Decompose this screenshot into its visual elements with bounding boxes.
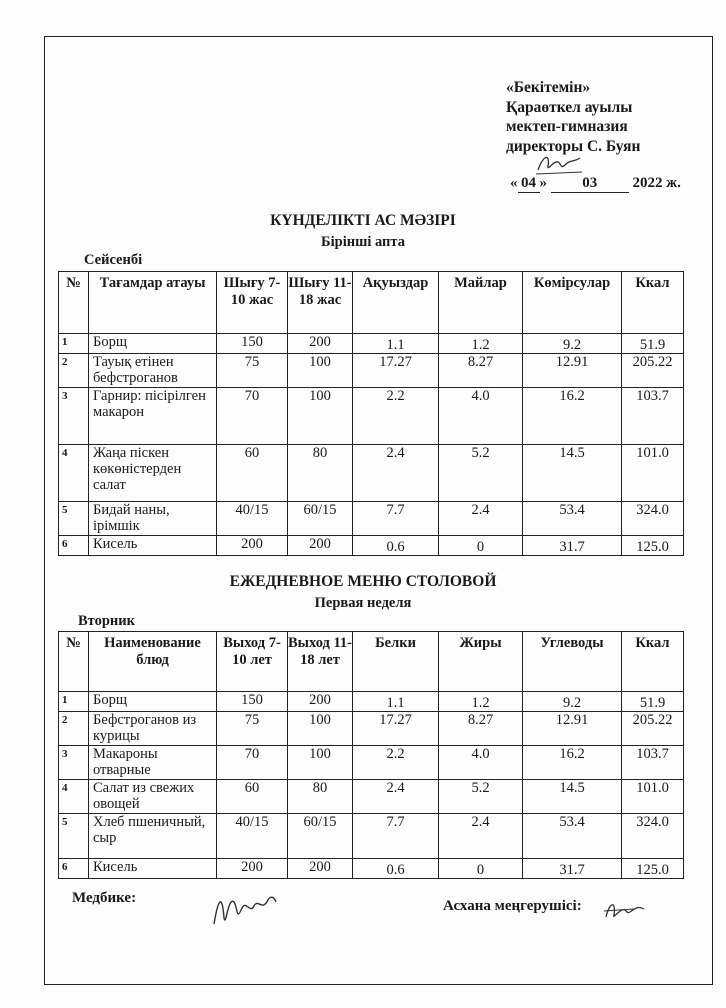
row-number: 3 [59,388,89,445]
cell-value: 324.0 [622,502,684,536]
cell-value: 1.1 [353,334,439,354]
cell-value: 125.0 [622,859,684,879]
cell-value: 100 [288,712,353,746]
cell-value: 80 [288,445,353,502]
column-header: Наименование блюд [89,632,217,692]
cell-value: 53.4 [523,814,622,859]
column-header: Углеводы [523,632,622,692]
day-label-ru: Вторник [78,613,135,629]
row-number: 4 [59,780,89,814]
cell-value: 2.4 [439,814,523,859]
menu-title-ru: ЕЖЕДНЕВНОЕ МЕНЮ СТОЛОВОЙ [229,573,497,590]
column-header: Шығу 7-10 жас [217,272,288,334]
cell-value: 40/15 [217,502,288,536]
header-row [59,632,684,692]
cell-value: 205.22 [622,354,684,388]
cell-value: 8.27 [439,354,523,388]
cell-value: 205.22 [622,712,684,746]
row-number: 4 [59,445,89,502]
cell-value: 53.4 [523,502,622,536]
table-row [59,502,684,536]
cell-value: 200 [288,334,353,354]
cell-value: 0 [439,536,523,556]
cell-value: 200 [217,536,288,556]
table-row [59,780,684,814]
cell-value: 51.9 [622,334,684,354]
cell-value: 60/15 [288,502,353,536]
cell-value: 70 [217,388,288,445]
cell-value: 200 [217,859,288,879]
table-row [59,536,684,556]
cell-value: 125.0 [622,536,684,556]
cell-value: 40/15 [217,814,288,859]
approval-line: мектеп-гимназия [506,118,628,135]
cell-value: 200 [288,536,353,556]
dish-name: Борщ [89,334,217,354]
cell-value: 60 [217,445,288,502]
cell-value: 9.2 [523,334,622,354]
canteen-head-signature [600,897,650,923]
table-row [59,814,684,859]
cell-value: 150 [217,692,288,712]
table-row [59,388,684,445]
column-header: Белки [353,632,439,692]
dish-name: Макароны отварные [89,746,217,780]
cell-value: 16.2 [523,388,622,445]
cell-value: 4.0 [439,388,523,445]
cell-value: 0.6 [353,859,439,879]
cell-value: 101.0 [622,780,684,814]
cell-value: 100 [288,388,353,445]
cell-value: 200 [288,859,353,879]
row-number: 5 [59,502,89,536]
dish-name: Бидай наны, ірімшік [89,502,217,536]
approval-date: « 04 » 03 2022 ж. [510,175,681,191]
cell-value: 5.2 [439,780,523,814]
cell-value: 2.4 [439,502,523,536]
dish-name: Тауық етінен бефстроганов [89,354,217,388]
canteen-head-label: Асхана меңгерушісі: [443,898,582,914]
column-header: Майлар [439,272,523,334]
cell-value: 2.4 [353,780,439,814]
column-header: Тағамдар атауы [89,272,217,334]
cell-value: 2.4 [353,445,439,502]
row-number: 2 [59,354,89,388]
table-row [59,859,684,879]
table-row [59,712,684,746]
nurse-signature [210,888,280,932]
row-number: 3 [59,746,89,780]
cell-value: 4.0 [439,746,523,780]
column-header: Ккал [622,632,684,692]
approval-line: «Бекітемін» [506,79,591,96]
column-header: Көмірсулар [523,272,622,334]
cell-value: 31.7 [523,859,622,879]
row-number: 6 [59,859,89,879]
date-day: 04 [518,175,540,193]
cell-value: 14.5 [523,445,622,502]
cell-value: 103.7 [622,746,684,780]
table-row [59,692,684,712]
director-signature [534,150,584,178]
cell-value: 7.7 [353,502,439,536]
cell-value: 80 [288,780,353,814]
cell-value: 324.0 [622,814,684,859]
dish-name: Бефстроганов из курицы [89,712,217,746]
menu-table-kz [58,271,684,556]
row-number: 6 [59,536,89,556]
cell-value: 17.27 [353,354,439,388]
cell-value: 5.2 [439,445,523,502]
week-label-ru: Первая неделя [314,595,412,611]
cell-value: 101.0 [622,445,684,502]
cell-value: 16.2 [523,746,622,780]
cell-value: 12.91 [523,354,622,388]
approval-line: Қараөткел ауылы [506,98,633,116]
column-header: Ақуыздар [353,272,439,334]
cell-value: 100 [288,746,353,780]
dish-name: Жаңа піскен көкөністерден салат [89,445,217,502]
menu-table-ru [58,631,684,879]
dish-name: Борщ [89,692,217,712]
cell-value: 100 [288,354,353,388]
cell-value: 7.7 [353,814,439,859]
cell-value: 60/15 [288,814,353,859]
cell-value: 200 [288,692,353,712]
day-label-kz: Сейсенбі [84,252,143,268]
date-month: 03 [551,175,629,193]
column-header: Жиры [439,632,523,692]
cell-value: 1.2 [439,334,523,354]
dish-name: Салат из свежих овощей [89,780,217,814]
table-row [59,445,684,502]
menu-title-kz: КҮНДЕЛІКТІ АС МӘЗІРІ [270,212,456,229]
dish-name: Хлеб пшеничный, сыр [89,814,217,859]
row-number: 5 [59,814,89,859]
dish-name: Кисель [89,859,217,879]
cell-value: 9.2 [523,692,622,712]
cell-value: 14.5 [523,780,622,814]
approval-line: директоры С. Буян [506,137,641,155]
cell-value: 2.2 [353,746,439,780]
cell-value: 12.91 [523,712,622,746]
approval-block [506,78,640,156]
cell-value: 31.7 [523,536,622,556]
cell-value: 51.9 [622,692,684,712]
column-header: Выход 7-10 лет [217,632,288,692]
cell-value: 0 [439,859,523,879]
table-row [59,746,684,780]
column-header: Ккал [622,272,684,334]
cell-value: 103.7 [622,388,684,445]
cell-value: 60 [217,780,288,814]
date-year: 2022 ж. [632,175,681,191]
cell-value: 17.27 [353,712,439,746]
cell-value: 8.27 [439,712,523,746]
column-header: Шығу 11-18 жас [288,272,353,334]
column-header: № [59,272,89,334]
row-number: 1 [59,334,89,354]
table-row [59,354,684,388]
cell-value: 0.6 [353,536,439,556]
cell-value: 70 [217,746,288,780]
table-row [59,334,684,354]
column-header: Выход 11-18 лет [288,632,353,692]
cell-value: 2.2 [353,388,439,445]
row-number: 1 [59,692,89,712]
dish-name: Гарнир: пісірілген макарон [89,388,217,445]
header-row [59,272,684,334]
dish-name: Кисель [89,536,217,556]
cell-value: 75 [217,712,288,746]
cell-value: 1.1 [353,692,439,712]
nurse-label: Медбике: [72,890,137,906]
column-header: № [59,632,89,692]
cell-value: 75 [217,354,288,388]
week-label-kz: Бірінші апта [321,234,405,250]
cell-value: 1.2 [439,692,523,712]
row-number: 2 [59,712,89,746]
cell-value: 150 [217,334,288,354]
